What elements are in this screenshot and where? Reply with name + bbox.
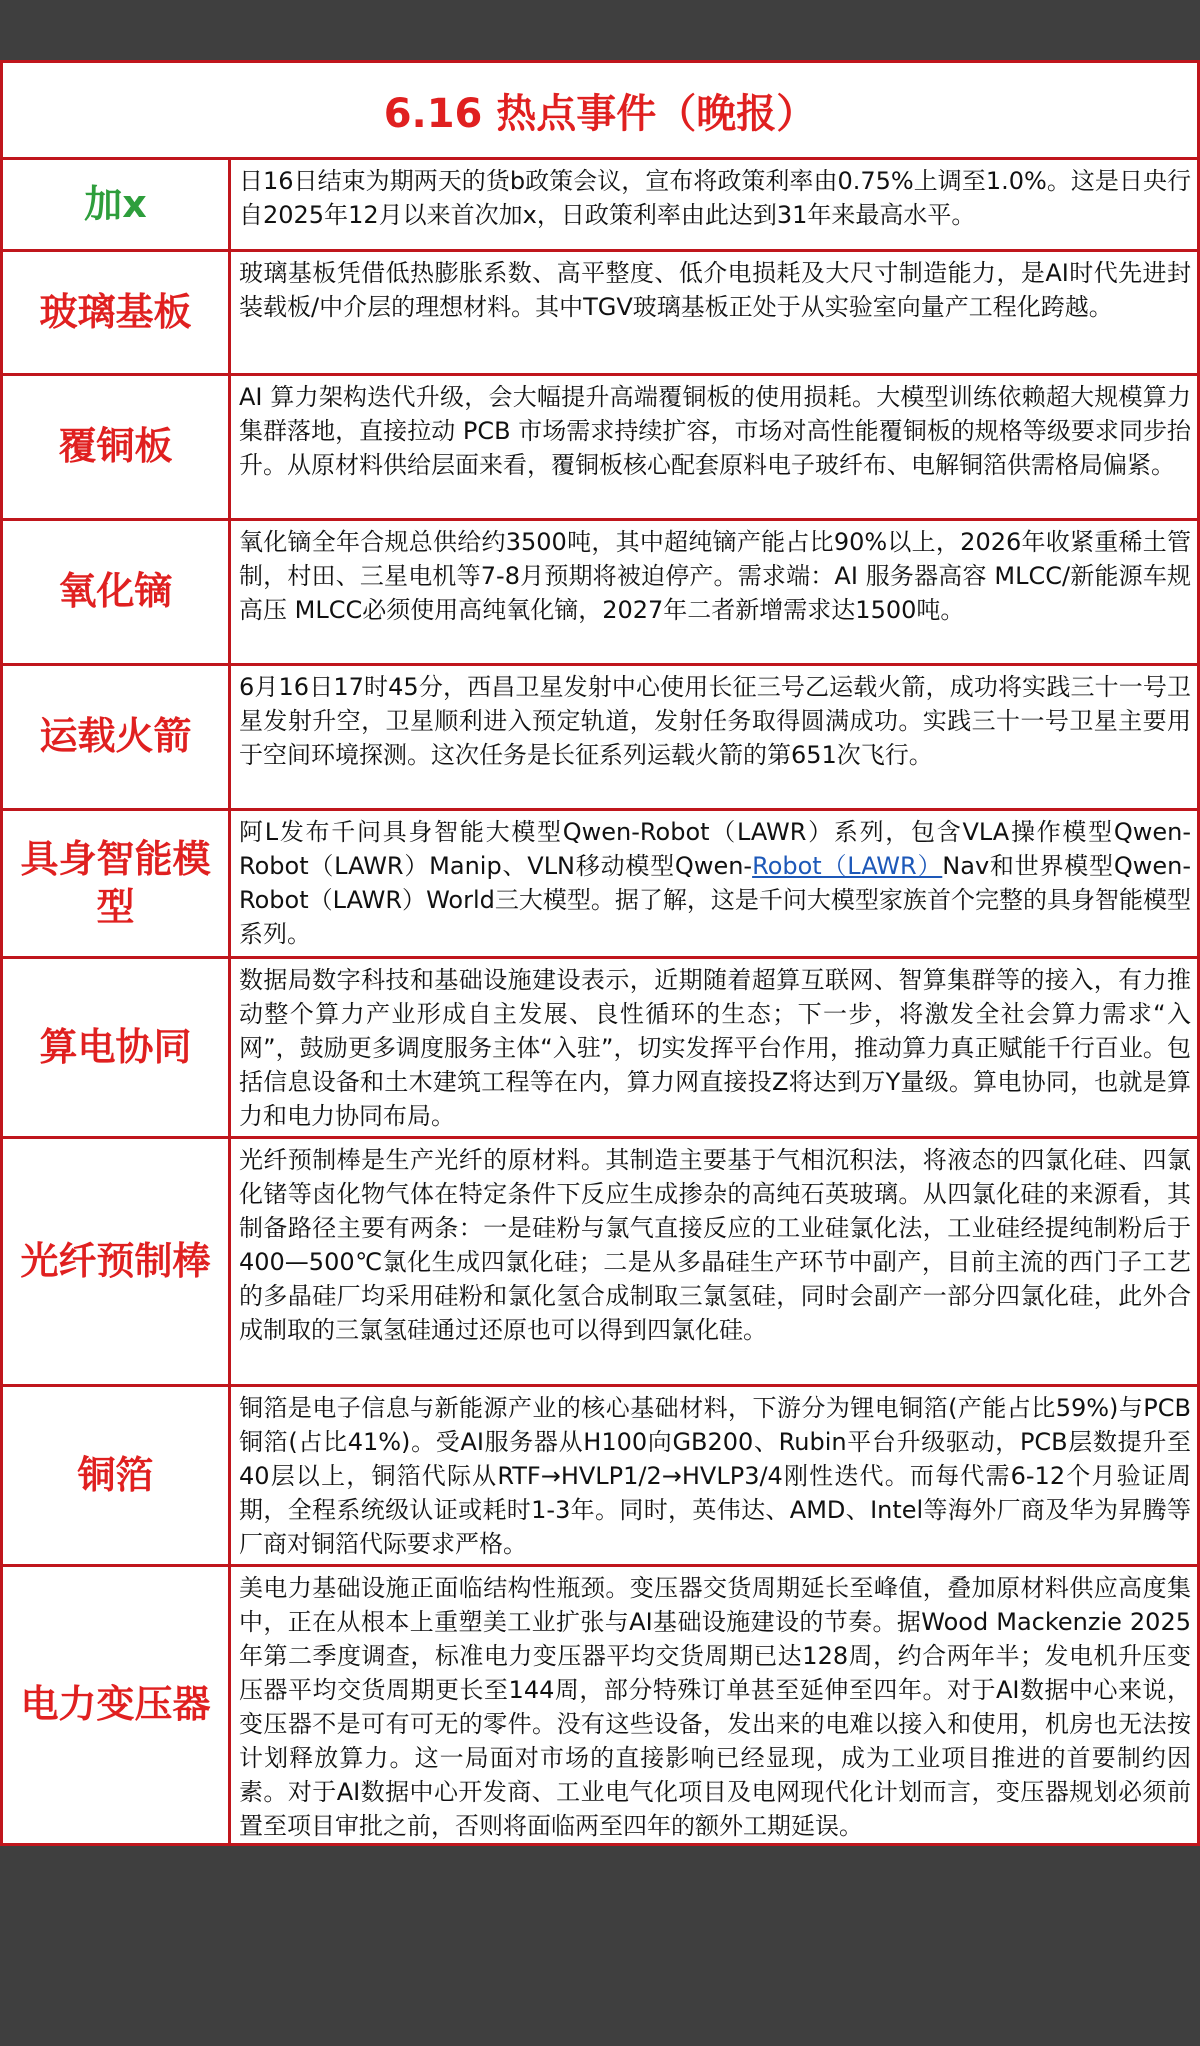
row-text: 日16日结束为期两天的货b政策会议，宣布将政策利率由0.75%上调至1.0%。这是日央行自2025年12月以来首次加x，日政策利率由此达到31年来最高水平。 — [239, 167, 1191, 229]
row-label: 铜箔 — [3, 1387, 231, 1564]
row-text: 数据局数字科技和基础设施建设表示，近期随着超算互联网、智算集群等的接入，有力推动整个算力产业形成自主发展、良性循环的生态；下一步，将激发全社会算力需求“入网”，鼓励更多调度服务主体“入驻”，切实发挥平台作用，推动算力真正赋能千行百业。包括信息设备和土木建筑工程等在内，算力网直接投Z将达到万Y量级。算电协同，也就是算力和电力协同布局。 — [239, 966, 1191, 1130]
row-label: 运载火箭 — [3, 666, 231, 808]
row-text: 玻璃基板凭借低热膨胀系数、高平整度、低介电损耗及大尺寸制造能力，是AI时代先进封装载板/中介层的理想材料。其中TGV玻璃基板正处于从实验室向量产工程化跨越。 — [239, 259, 1191, 321]
table-row — [3, 160, 1197, 252]
row-label: 具身智能模型 — [3, 811, 231, 956]
table-row — [3, 521, 1197, 666]
row-label: 氧化镝 — [3, 521, 231, 663]
table-row — [3, 252, 1197, 376]
row-text: 光纤预制棒是生产光纤的原材料。其制造主要基于气相沉积法，将液态的四氯化硅、四氯化锗等卤化物气体在特定条件下反应生成掺杂的高纯石英玻璃。从四氯化硅的来源看，其制备路径主要有两条：一是硅粉与氯气直接反应的工业硅氯化法，工业硅经提纯制粉后于400—500℃氯化生成四氯化硅；二是从多晶硅生产环节中副产，目前主流的西门子工艺的多晶硅厂均采用硅粉和氯化氢合成制取三氯氢硅，同时会副产一部分四氯化硅，此外合成制取的三氯氢硅通过还原也可以得到四氯化硅。 — [239, 1146, 1191, 1344]
robot-link[interactable]: Robot（LAWR） — [752, 852, 943, 880]
row-label: 加x — [3, 160, 231, 249]
row-label: 玻璃基板 — [3, 252, 231, 373]
row-text: 6月16日17时45分，西昌卫星发射中心使用长征三号乙运载火箭，成功将实践三十一号卫星发射升空，卫星顺利进入预定轨道，发射任务取得圆满成功。实践三十一号卫星主要用于空间环境探测。这次任务是长征系列运载火箭的第651次飞行。 — [239, 673, 1191, 769]
row-text-part: Nav和世界模型Qwen-Robot（LAWR）World三大模型。据了解，这是千问大模型家族首个完整的具身智能模型系列。 — [239, 852, 1192, 948]
table-row — [3, 1139, 1197, 1387]
table-row — [3, 959, 1197, 1139]
table-row — [3, 811, 1197, 959]
row-label: 覆铜板 — [3, 376, 231, 518]
table-row — [3, 1387, 1197, 1567]
table-row — [3, 376, 1197, 521]
row-label: 光纤预制棒 — [3, 1139, 231, 1384]
row-text: 美电力基础设施正面临结构性瓶颈。变压器交货周期延长至峰值，叠加原材料供应高度集中，正在从根本上重塑美工业扩张与AI基础设施建设的节奏。据Wood Mackenzie 2025年第二季度调查，标准电力变压器平均交货周期已达128周，约合两年半；发电机升压变压器平均交货周期更长至144周，部分特殊订单甚至延伸至四年。对于AI数据中心来说，变压器不是可有可无的零件。没有这些设备，发出来的电难以接入和使用，机房也无法按计划释放算力。这一局面对市场的直接影响已经显现，成为工业项目推进的首要制约因素。对于AI数据中心开发商、工业电气化项目及电网现代化计划而言，变压器规划必须前置至项目审批之前，否则将面临两至四年的额外工期延误。 — [239, 1574, 1191, 1840]
report-table — [0, 60, 1200, 1846]
row-text: AI 算力架构迭代升级，会大幅提升高端覆铜板的使用损耗。大模型训练依赖超大规模算力集群落地，直接拉动 PCB 市场需求持续扩容，市场对高性能覆铜板的规格等级要求同步抬升。从原材料供给层面来看，覆铜板核心配套原料电子玻纤布、电解铜箔供需格局偏紧。 — [239, 383, 1191, 479]
table-row — [3, 666, 1197, 811]
row-text: 铜箔是电子信息与新能源产业的核心基础材料，下游分为锂电铜箔(产能占比59%)与PCB铜箔(占比41%)。受AI服务器从H100向GB200、Rubin平台升级驱动，PCB层数提升至40层以上，铜箔代际从RTF→HVLP1/2→HVLP3/4刚性迭代。而每代需6-12个月验证周期，全程系统级认证或耗时1-3年。同时，英伟达、AMD、Intel等海外厂商及华为昇腾等厂商对铜箔代际要求严格。 — [239, 1394, 1191, 1558]
table-row — [3, 1567, 1197, 1843]
row-text — [239, 815, 1191, 951]
row-text: 氧化镝全年合规总供给约3500吨，其中超纯镝产能占比90%以上，2026年收紧重稀土管制，村田、三星电机等7-8月预期将被迫停产。需求端：AI 服务器高容 MLCC/新能源车规高压 MLCC必须使用高纯氧化镝，2027年二者新增需求达1500吨。 — [239, 528, 1191, 624]
row-text-part: 阿L发布千问具身智能大模型Qwen-Robot（LAWR）系列，包含VLA操作模型Qwen-Robot（LAWR）Manip、VLN移动模型Qwen- — [239, 818, 1191, 880]
report-title: 6.16 热点事件（晚报） — [3, 63, 1197, 160]
row-label: 算电协同 — [3, 959, 231, 1136]
row-label: 电力变压器 — [3, 1567, 231, 1843]
